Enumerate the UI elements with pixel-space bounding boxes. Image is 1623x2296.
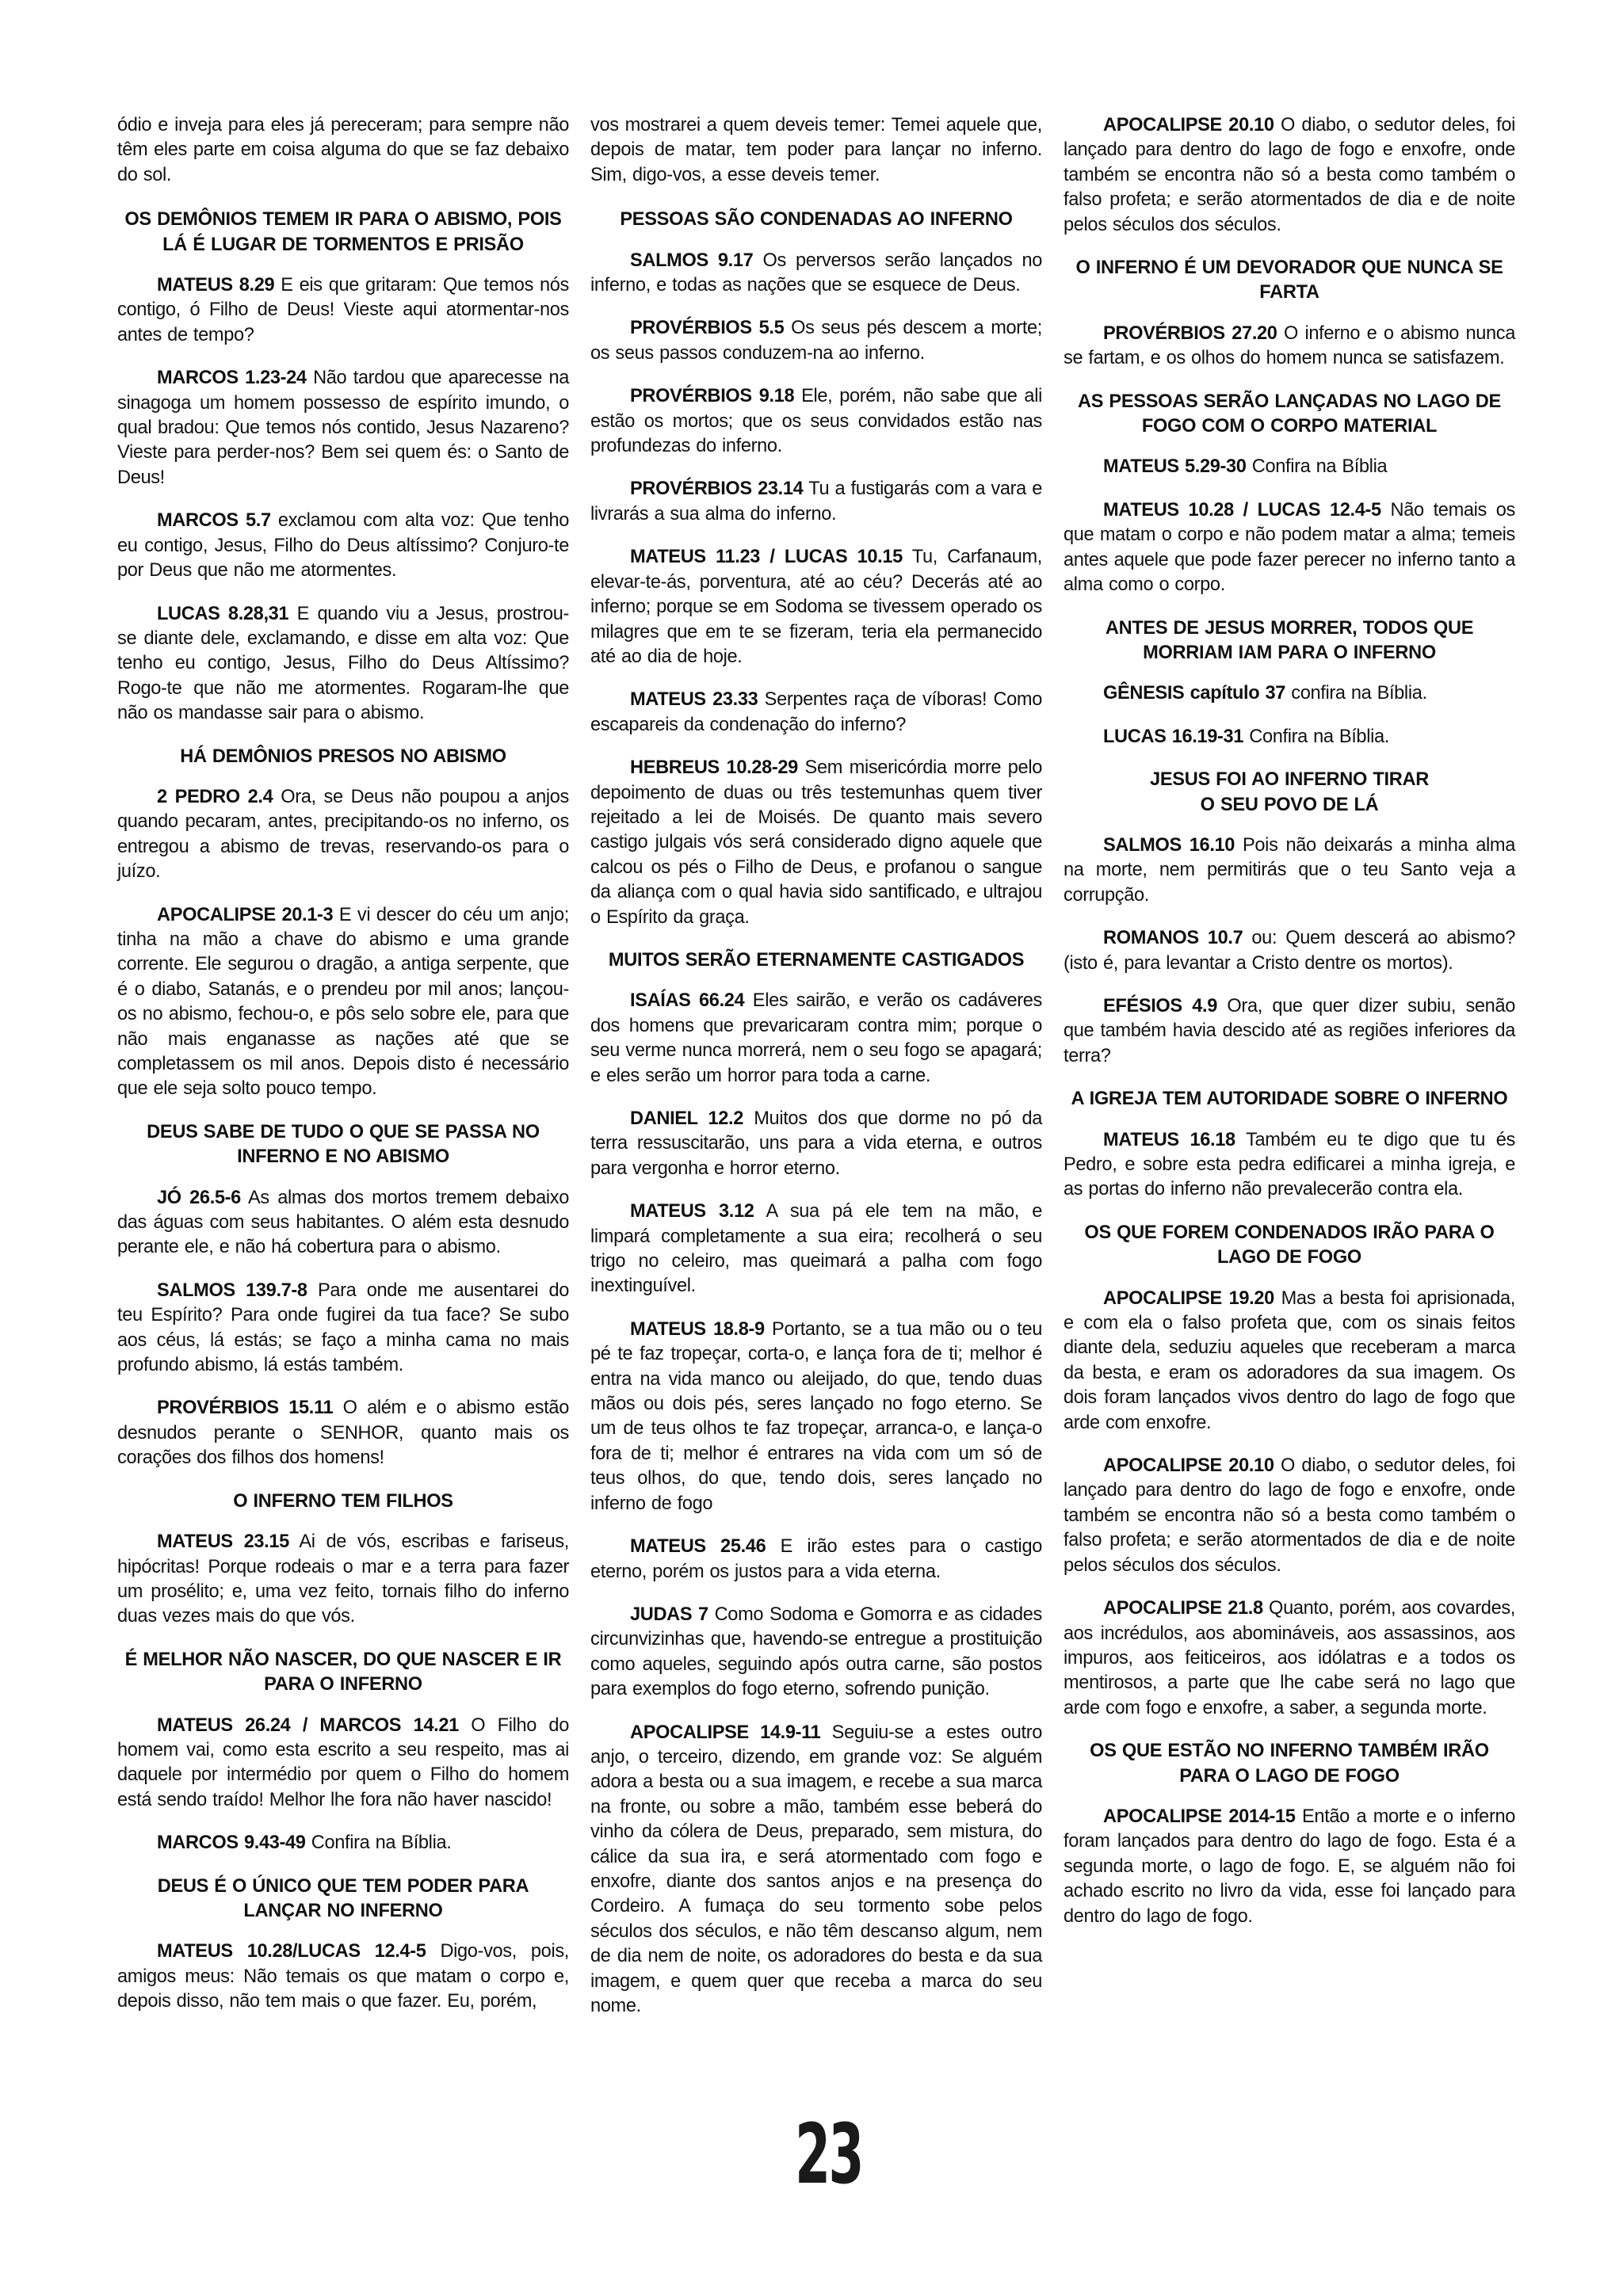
verse-reference: DANIEL 12.2 — [630, 1108, 744, 1129]
verse-text: Ora, que quer dizer subiu, senão que também havia descido até as regiões inferiores da terra? — [1064, 995, 1515, 1066]
verse-paragraph — [590, 316, 1042, 366]
section-heading: OS DEMÔNIOS TEMEM IR PARA O ABISMO, POIS LÁ É LUGAR DE TORMENTOS E PRISÃO — [124, 209, 562, 255]
verse-paragraph — [1064, 1805, 1515, 1929]
verse-paragraph — [117, 903, 569, 1102]
verse-reference: MATEUS 23.15 — [157, 1531, 289, 1553]
verse-text: Para onde me ausentarei do teu Espírito? Para onde fugirei da tua face? Se subo aos céus, lá estás; se faço a minha cama no mais profundo abismo, lá estás também. — [117, 1280, 569, 1376]
verse-text: As almas dos mortos tremem debaixo das águas com seus habitantes. O além esta desnudo perante ele, e não há cobertura para o abismo. — [117, 1187, 569, 1258]
verse-reference: MATEUS 25.46 — [630, 1536, 766, 1558]
verse-reference: SALMOS 9.17 — [630, 250, 754, 271]
verse-text: O além e o abismo estão desnudos perante o SENHOR, quanto mais os corações dos filhos dos homens! — [117, 1398, 569, 1469]
verse-text: Também eu te digo que tu és Pedro, e sobre esta pedra edificarei a minha igreja, e as portas do inferno não prevalecerão contra ela. — [1064, 1129, 1515, 1200]
verse-text: Serpentes raça de víboras! Como escapareis da condenação do inferno? — [590, 689, 1043, 735]
verse-paragraph — [590, 1107, 1042, 1181]
verse-paragraph — [1064, 1128, 1515, 1203]
verse-reference: MATEUS 18.8-9 — [630, 1318, 765, 1340]
verse-text: Então a morte e o inferno foram lançados para dentro do lago de fogo. Esta é a segunda morte, o lago de fogo. E, se alguém não foi achado escrito no livro da vida, esse foi lançado para dentro do lago de fogo. — [1064, 1806, 1516, 1927]
verse-paragraph — [590, 1318, 1042, 1516]
section-heading: O INFERNO É UM DEVORADOR QUE NUNCA SE FARTA — [1075, 257, 1503, 303]
section-heading: O INFERNO TEM FILHOS — [233, 1490, 453, 1512]
verse-text: Confira na Bíblia. — [1243, 726, 1389, 747]
verse-reference: MATEUS 3.12 — [630, 1201, 754, 1222]
verse-text: Mas a besta foi aprisionada, e com ela o falso profeta que, com os sinais feitos diante dela, seduziu aqueles que receberam a marca da besta, e eram os adoradores da sua imagem. Os dois foram lançados vivos dentro do lago de fogo que arde com enxofre. — [1064, 1287, 1515, 1433]
verse-paragraph — [117, 1714, 569, 1814]
verse-paragraph — [1064, 681, 1515, 706]
verse-reference: SALMOS 139.7-8 — [157, 1280, 307, 1301]
verse-reference: JUDAS 7 — [630, 1604, 708, 1625]
section-heading — [1064, 768, 1515, 818]
verse-paragraph — [1064, 322, 1515, 372]
verse-reference: APOCALIPSE 19.20 — [1103, 1287, 1274, 1309]
verse-text: Como Sodoma e Gomorra e as cidades circunvizinhas que, havendo-se entregue a prostituição como aqueles, seguindo após outra carne, são postos para exemplos do fogo eterno, sofrendo punição. — [590, 1604, 1043, 1700]
verse-paragraph — [590, 249, 1042, 299]
verse-text: Os seus pés descem a morte; os seus passos conduzem-na ao inferno. — [590, 318, 1042, 364]
verse-paragraph — [117, 785, 569, 885]
verse-paragraph — [117, 1396, 569, 1470]
section-heading: A IGREJA TEM AUTORIDADE SOBRE O INFERNO — [1071, 1089, 1508, 1110]
paragraph: vos mostrarei a quem deveis temer: Temei aquele que, depois de matar, tem poder para lançar no inferno. Sim, digo-vos, a esse deveis temer. — [590, 115, 1042, 185]
verse-reference: APOCALIPSE 2014-15 — [1103, 1806, 1296, 1827]
page-number: 23 — [795, 2106, 862, 2203]
verse-text: Não tardou que aparecesse na sinagoga um homem possesso de espírito imundo, o qual bradou: Que temos nós contido, Jesus Nazareno? Vieste para perder-nos? Bem sei quem és: o Santo de Deus! — [117, 368, 569, 488]
verse-paragraph — [1064, 833, 1515, 908]
verse-reference: MARCOS 9.43-49 — [157, 1833, 306, 1854]
verse-paragraph — [1064, 498, 1515, 598]
verse-reference: MATEUS 26.24 / MARCOS 14.21 — [157, 1714, 459, 1736]
verse-reference: LUCAS 16.19-31 — [1103, 726, 1244, 747]
verse-paragraph — [117, 273, 569, 348]
section-heading: DEUS É O ÚNICO QUE TEM PODER PARA LANÇAR NO INFERNO — [157, 1875, 529, 1921]
verse-text: Quanto, porém, aos covardes, aos incrédulos, aos abomináveis, aos assassinos, aos impuros, aos feiticeiros, aos idólatras e a todos os mentirosos, a parte que lhe cabe será no lago que arde com fogo e enxofre, a saber, a segunda morte. — [1064, 1598, 1516, 1718]
section-heading: É MELHOR NÃO NASCER, DO QUE NASCER E IR PARA O INFERNO — [124, 1649, 562, 1695]
verse-paragraph — [117, 602, 569, 727]
verse-paragraph — [117, 366, 569, 490]
verse-text: Seguiu-se a estes outro anjo, o terceiro, dizendo, em grande voz: Se alguém adora a besta ou a sua imagem, e recebe a sua marca na fronte, ou sobre a mão, também esse beberá do vinho da cólera de Deus, preparado, sem mistura, do cálice da sua ira, e será atormentado com fogo e enxofre, diante dos santos anjos e na presença do Cordeiro. A fumaça do seu tormento sobe pelos séculos dos séculos, e não têm descanso algum, nem de dia nem de noite, os adoradores do besta e da sua imagem, e quem quer que receba a marca do seu nome. — [590, 1722, 1042, 2016]
verse-text: E vi descer do céu um anjo; tinha na mão a chave do abismo e uma grande corrente. Ele segurou o dragão, a antiga serpente, que é o diabo, Satanás, e o prendeu por mil anos; lançou-os no abismo, fechou-o, e pôs selo sobre ele, para que não mais enganasse as nações até que se completassem os mil anos. Depois disto é necessário que ele seja solto pouco tempo. — [117, 904, 569, 1100]
verse-reference: JÓ 26.5-6 — [157, 1187, 241, 1208]
verse-reference: MATEUS 5.29-30 — [1103, 456, 1247, 478]
verse-reference: MATEUS 10.28 / LUCAS 12.4-5 — [1103, 499, 1381, 521]
verse-text: Portanto, se a tua mão ou o teu pé te faz tropeçar, corta-o, e lança fora de ti; melhor é entra na vida manco ou aleijado, do que, tendo duas mãos ou dois pés, seres lançado no fogo eterno. Se um de teus olhos te faz tropeçar, arranca-o, e lança-o fora de ti; melhor é entrares na vida com um só de teus olhos, do que, tendo dois, seres lançado no inferno de fogo — [590, 1318, 1042, 1514]
verse-text: O inferno e o abismo nunca se fartam, e os olhos do homem nunca se satisfazem. — [1064, 322, 1515, 369]
verse-paragraph — [1064, 1287, 1515, 1436]
verse-text: Ora, se Deus não poupou a anjos quando pecaram, antes, precipitando-os no inferno, os entregou a abismo de trevas, reservando-os para o juízo. — [117, 786, 569, 883]
verse-text: confira na Bíblia. — [1285, 683, 1427, 704]
verse-reference: MATEUS 23.33 — [630, 689, 758, 711]
verse-text: Digo-vos, pois, amigos meus: Não temais os que matam o corpo e, depois disso, não tem mais o que fazer. Eu, porém, — [117, 1941, 569, 2012]
verse-reference: MATEUS 10.28/LUCAS 12.4-5 — [157, 1941, 426, 1962]
verse-text: Tu, Carfanaum, elevar-te-ás, porventura, até ao céu? Decerás até ao inferno; porque se em Sodoma se tivessem operado os milagres que em te se fizeram, teria ela permanecido até ao dia de hoje. — [590, 547, 1042, 667]
verse-paragraph — [1064, 725, 1515, 749]
section-heading-line: O SEU POVO DE LÁ — [1200, 794, 1379, 815]
verse-reference: SALMOS 16.10 — [1103, 834, 1235, 856]
verse-reference: MARCOS 1.23-24 — [157, 368, 307, 389]
section-heading: OS QUE ESTÃO NO INFERNO TAMBÉM IRÃO PARA O LAGO DE FOGO — [1090, 1741, 1489, 1787]
verse-reference: HEBREUS 10.28-29 — [630, 757, 798, 779]
verse-text: Ai de vós, escribas e fariseus, hipócritas! Porque rodeais o mar e a terra para fazer um prosélito; e, uma vez feito, tornais filho do inferno duas vezes mais do que vós. — [117, 1531, 569, 1627]
verse-reference: PROVÉRBIOS 15.11 — [157, 1398, 334, 1419]
verse-paragraph — [117, 1939, 569, 2014]
verse-paragraph — [1064, 1454, 1515, 1578]
section-heading: OS QUE FOREM CONDENADOS IRÃO PARA O LAGO DE FOGO — [1084, 1222, 1495, 1268]
section-heading: ANTES DE JESUS MORRER, TODOS QUE MORRIAM IAM PARA O INFERNO — [1105, 617, 1474, 663]
verse-text: O diabo, o sedutor deles, foi lançado para dentro do lago de fogo e enxofre, onde também se encontra não só a besta como também o falso profeta; e serão atormentados de dia e de noite pelos séculos dos séculos. — [1064, 1455, 1515, 1576]
verse-text: Tu a fustigarás com a vara e livrarás a sua alma do inferno. — [590, 479, 1043, 524]
verse-text: A sua pá ele tem na mão, e limpará completamente a sua eira; recolherá o seu trigo no celeiro, mas queimará a palha com fogo inextinguível. — [590, 1201, 1042, 1297]
verse-reference: 2 PEDRO 2.4 — [157, 786, 273, 807]
verse-text: exclamou com alta voz: Que tenho eu contigo, Jesus, Filho do Deus altíssimo? Conjuro-te por Deus que não me atormentes. — [117, 510, 569, 582]
verse-paragraph — [590, 477, 1042, 527]
verse-paragraph — [590, 989, 1042, 1089]
verse-text: Sem misericórdia morre pelo depoimento de duas ou três testemunhas quem tiver rejeitado a lei de Moisés. De quanto mais severo castigo julgais vós será considerado digno aquele que calcou os pés o Filho de Deus, e profanou o sangue da aliança com o qual havia sido santificado, e ultrajou o Espírito da graça. — [590, 757, 1042, 928]
verse-paragraph — [590, 545, 1042, 669]
verse-text: O diabo, o sedutor deles, foi lançado para dentro do lago de fogo e enxofre, onde também se encontra não só a besta como também o falso profeta; e serão atormentados de dia e de noite pelos séculos dos séculos. — [1064, 115, 1515, 235]
section-heading: MUITOS SERÃO ETERNAMENTE CASTIGADOS — [608, 949, 1025, 971]
verse-paragraph — [590, 384, 1042, 459]
verse-text: Muitos dos que dorme no pó da terra ressuscitarão, uns para a vida eterna, e outros para vergonha e horror eterno. — [590, 1108, 1042, 1179]
section-heading: HÁ DEMÔNIOS PRESOS NO ABISMO — [180, 746, 506, 767]
section-heading: DEUS SABE DE TUDO O QUE SE PASSA NO INFERNO E NO ABISMO — [147, 1121, 540, 1168]
verse-text: Confira na Bíblia. — [305, 1833, 452, 1854]
verse-reference: PROVÉRBIOS 9.18 — [630, 386, 795, 407]
verse-reference: PROVÉRBIOS 5.5 — [630, 318, 785, 339]
verse-text: Confira na Bíblia — [1246, 456, 1388, 478]
verse-paragraph — [1064, 926, 1515, 976]
verse-reference: LUCAS 8.28,31 — [157, 603, 289, 624]
verse-paragraph — [590, 1721, 1042, 2019]
verse-text: E eis que gritaram: Que temos nós contigo, ó Filho de Deus! Vieste aqui atormentar-nos antes de tempo? — [117, 275, 569, 345]
verse-paragraph — [590, 688, 1042, 738]
verse-reference: MATEUS 16.18 — [1103, 1129, 1235, 1150]
verse-reference: MATEUS 8.29 — [157, 275, 275, 296]
verse-text: Ele, porém, não sabe que ali estão os mortos; que os seus convidados estão nas profundezas do inferno. — [590, 386, 1042, 457]
verse-paragraph — [117, 1279, 569, 1379]
verse-text: Eles sairão, e verão os cadáveres dos homens que prevaricaram contra mim; porque o seu verme nunca morrerá, nem o seu fogo se apagará; e eles serão um horror para toda a carne. — [590, 990, 1042, 1086]
verse-reference: APOCALIPSE 20.10 — [1103, 1455, 1274, 1477]
section-heading-line: JESUS FOI AO INFERNO TIRAR — [1150, 769, 1429, 791]
verse-reference: APOCALIPSE 21.8 — [1103, 1598, 1263, 1619]
verse-reference: APOCALIPSE 14.9-11 — [630, 1722, 821, 1743]
paragraph: ódio e inveja para eles já pereceram; para sempre não têm eles parte em coisa alguma do que se faz debaixo do sol. — [117, 115, 569, 185]
verse-reference: EFÉSIOS 4.9 — [1103, 995, 1217, 1016]
verse-reference: ROMANOS 10.7 — [1103, 928, 1243, 949]
verse-paragraph — [590, 756, 1042, 930]
verse-paragraph — [1064, 994, 1515, 1069]
verse-text: Não temais os que matam o corpo e não podem matar a alma; temeis antes aquele que pode fazer perecer no inferno tanto a alma como o corpo. — [1064, 499, 1515, 596]
verse-reference: APOCALIPSE 20.1-3 — [157, 904, 334, 925]
verse-paragraph — [1064, 113, 1515, 238]
verse-paragraph — [590, 1199, 1042, 1299]
verse-reference: PROVÉRBIOS 23.14 — [630, 479, 804, 500]
verse-reference: APOCALIPSE 20.10 — [1103, 115, 1274, 135]
verse-text: ou: Quem descerá ao abismo? (isto é, para levantar a Cristo dentre os mortos). — [1064, 928, 1515, 974]
text-column-left — [117, 113, 569, 2033]
section-heading: AS PESSOAS SERÃO LANÇADAS NO LAGO DE FOGO COM O CORPO MATERIAL — [1078, 391, 1501, 437]
section-heading: PESSOAS SÃO CONDENADAS AO INFERNO — [620, 209, 1013, 231]
verse-reference: MATEUS 11.23 / LUCAS 10.15 — [630, 547, 903, 568]
text-column-middle — [590, 113, 1042, 2037]
verse-text: E quando viu a Jesus, prostrou-se diante dele, exclamando, e disse em alta voz: Que tenho eu contigo, Jesus, Filho do Deus Altíssimo? Rogo-te que não me atormentes. Rogaram-lhe que não os mandasse sair para o abismo. — [117, 603, 569, 724]
verse-text: E irão estes para o castigo eterno, porém os justos para a vida eterna. — [590, 1536, 1042, 1582]
verse-reference: GÊNESIS capítulo 37 — [1103, 683, 1286, 704]
verse-text: O Filho do homem vai, como esta escrito a seu respeito, mas ai daquele por intermédio por quem o Filho do homem está sendo traído! Melhor lhe fora não haver nascido! — [117, 1714, 569, 1810]
verse-text: Pois não deixarás a minha alma na morte, nem permitirás que o teu Santo veja a corrupção. — [1064, 834, 1515, 906]
verse-paragraph — [590, 1535, 1042, 1585]
verse-paragraph — [1064, 1596, 1515, 1721]
verse-paragraph — [117, 509, 569, 583]
verse-paragraph — [117, 1530, 569, 1630]
verse-paragraph — [590, 1603, 1042, 1703]
verse-paragraph — [117, 1186, 569, 1261]
verse-reference: PROVÉRBIOS 27.20 — [1103, 322, 1277, 344]
verse-reference: MARCOS 5.7 — [157, 510, 271, 532]
verse-text: Os perversos serão lançados no inferno, e todas as nações que se esquece de Deus. — [590, 250, 1042, 296]
text-column-right — [1064, 113, 1515, 1947]
verse-paragraph — [117, 1831, 569, 1855]
verse-paragraph — [1064, 455, 1515, 479]
verse-reference: ISAÍAS 66.24 — [630, 990, 745, 1012]
